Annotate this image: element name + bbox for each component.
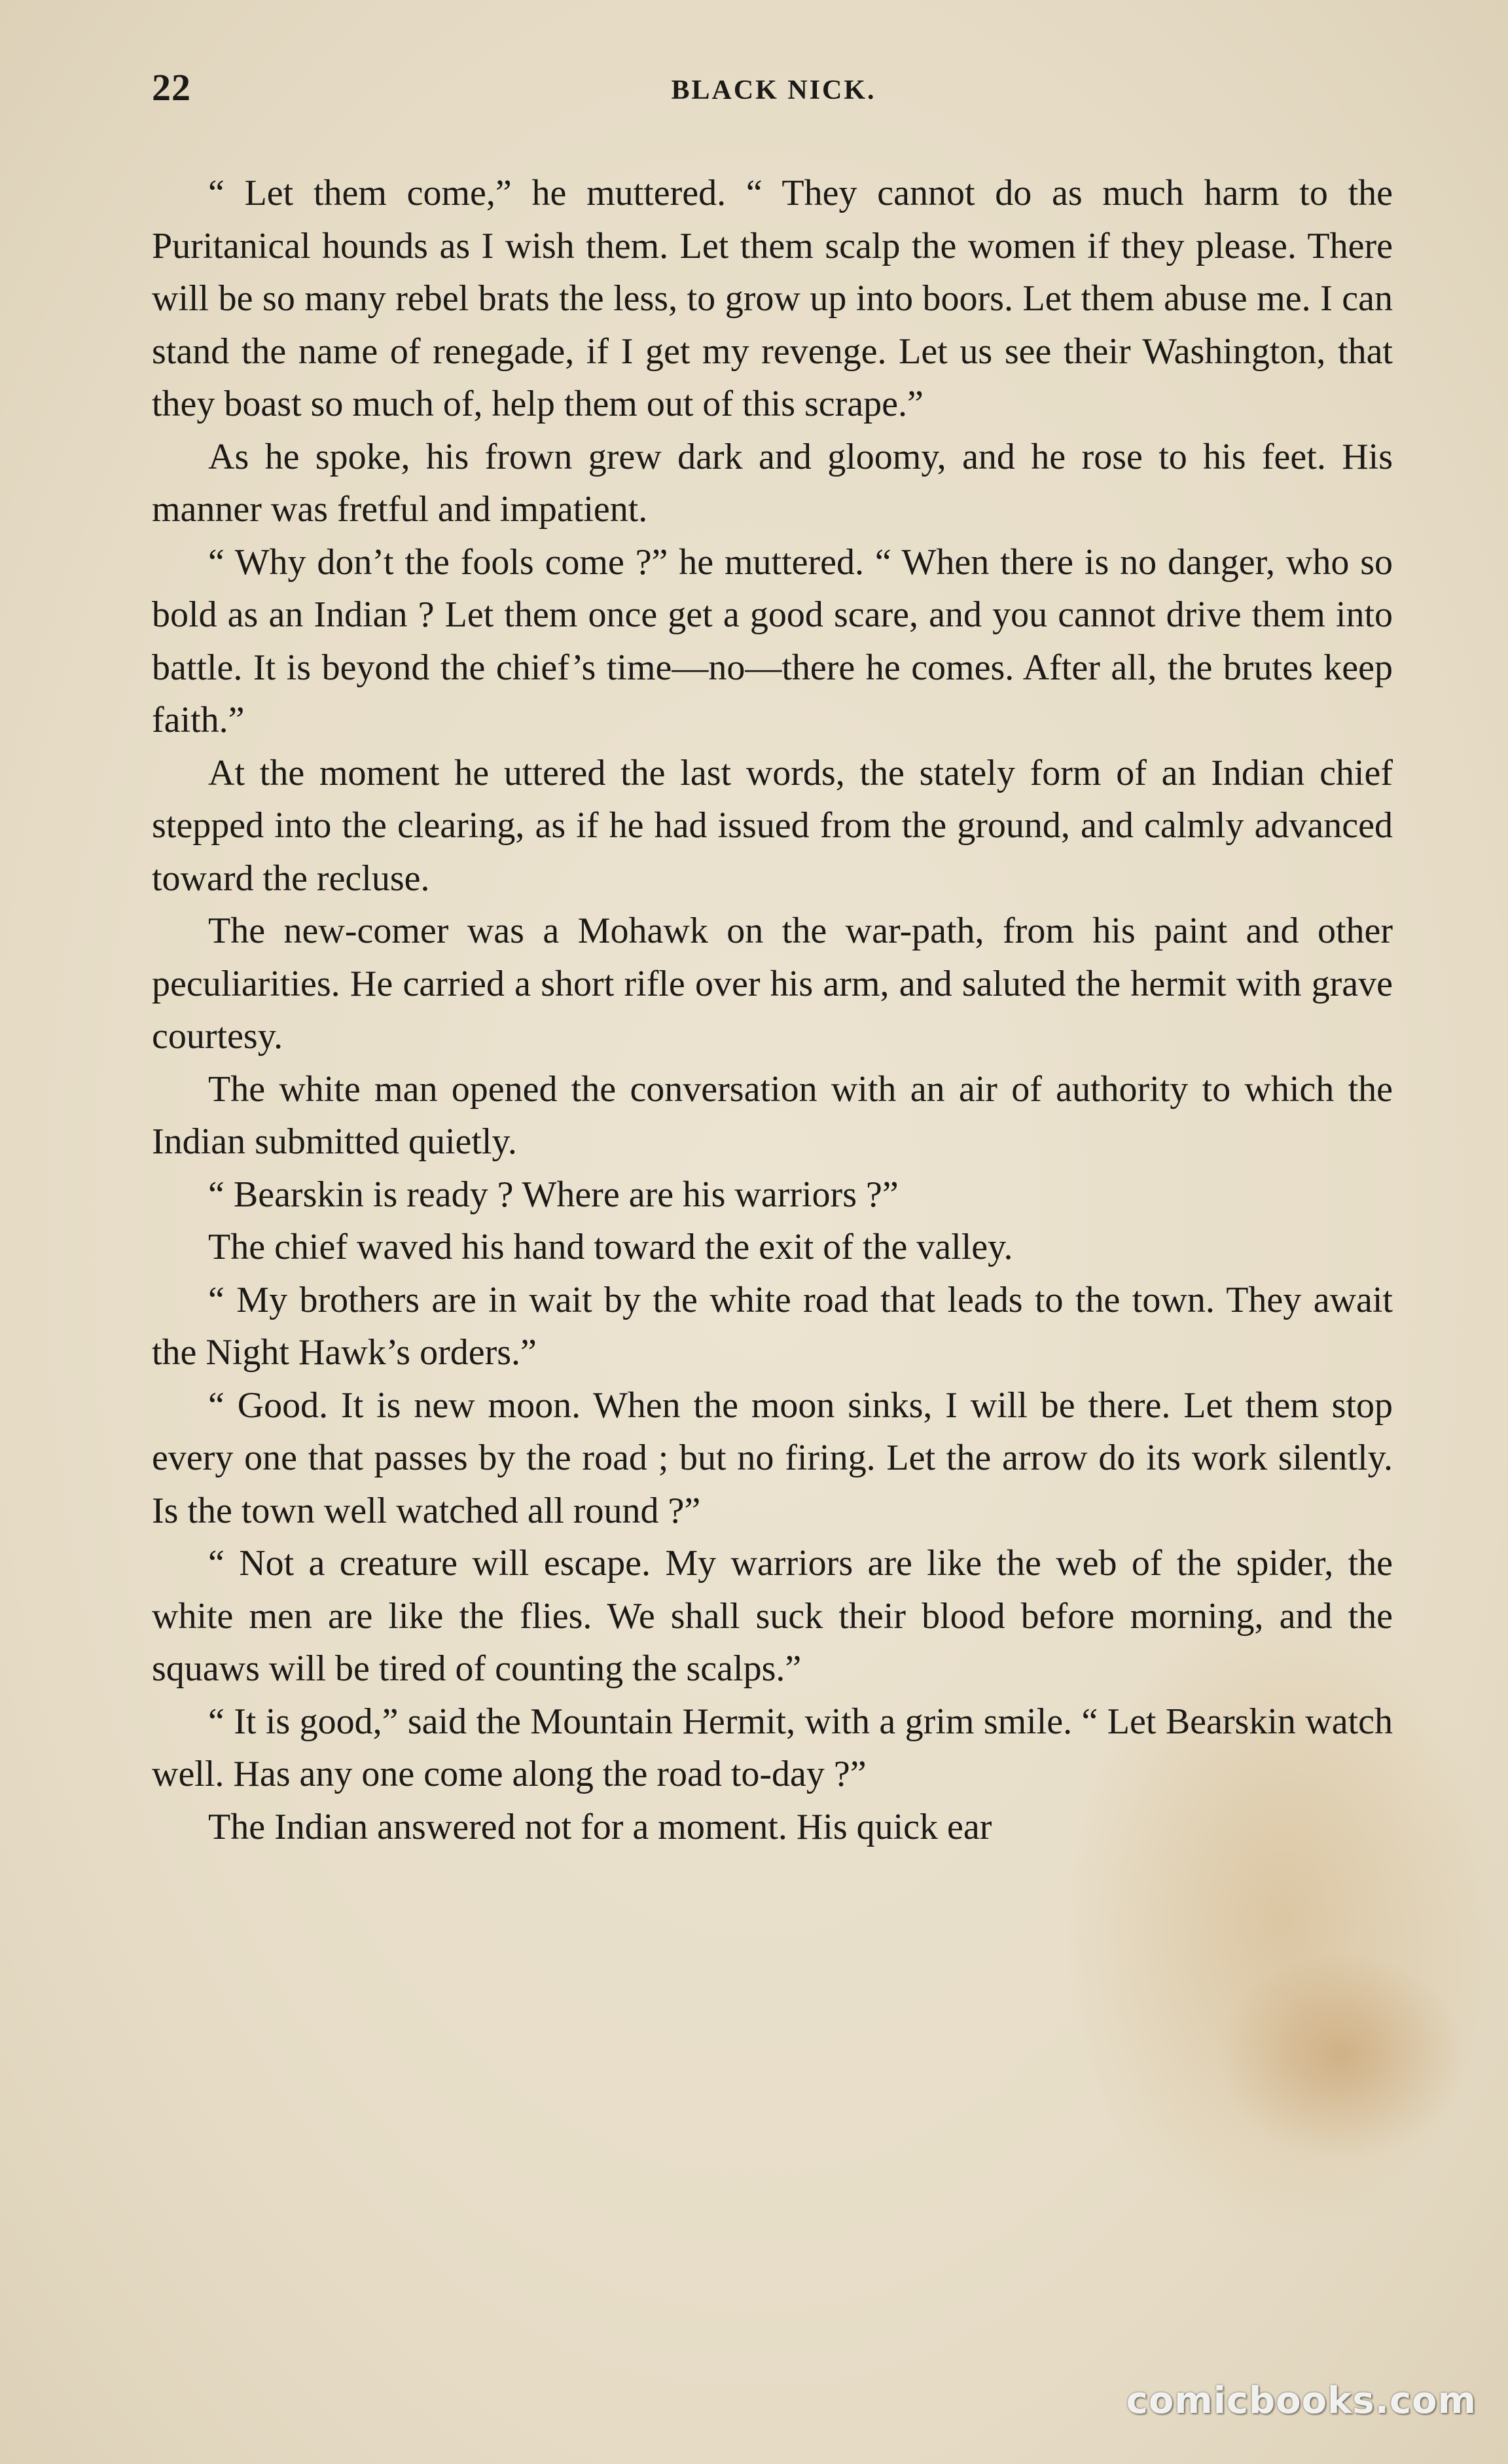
paragraph: The chief waved his hand toward the exit of the valley. <box>208 1227 1013 1267</box>
watermark: comicbooks.com <box>1126 2380 1477 2422</box>
paragraph: As he spoke, his frown grew dark and gloomy, and he rose to his feet. His manner was fretful and impatient. <box>152 436 1393 530</box>
running-head: BLACK NICK. <box>671 75 876 105</box>
body-text <box>152 167 1393 1853</box>
paragraph: “ It is good,” said the Mountain Hermit, with a grim smile. “ Let Bearskin watch well. Has any one come along the road to-day ?” <box>152 1701 1393 1794</box>
paragraph: The new-comer was a Mohawk on the war-path, from his paint and other peculiarities. He carried a short rifle over his arm, and saluted the hermit with grave courtesy. <box>152 911 1393 1057</box>
age-stain <box>1217 1951 1466 2160</box>
paragraph: “ Bearskin is ready ? Where are his warriors ?” <box>208 1174 899 1215</box>
paragraph: “ Good. It is new moon. When the moon sinks, I will be there. Let them stop every one that passes by the road ; but no firing. Let the arrow do its work silently. Is the town well watched all round ?” <box>152 1385 1393 1531</box>
page-number: 22 <box>152 66 191 109</box>
paragraph: “ Let them come,” he muttered. “ They cannot do as much harm to the Puritanical hounds as I wish them. Let them scalp the women if they please. There will be so many rebel brats the less, to grow up into boors. Let them abuse me. I can stand the name of renegade, if I get my revenge. Let us see their Washington, that they boast so much of, help them out of this scrape.” <box>152 173 1393 424</box>
paragraph: “ My brothers are in wait by the white road that leads to the town. They await the Night Hawk’s orders.” <box>152 1279 1393 1373</box>
paragraph: “ Why don’t the fools come ?” he muttered. “ When there is no danger, who so bold as an Indian ? Let them once get a good scare, and you cannot drive them into battle. It is beyond the chief’s time—no—there he comes. After all, the brutes keep faith.” <box>152 541 1393 740</box>
paragraph: At the moment he uttered the last words, the stately form of an Indian chief stepped into the clearing, as if he had issued from the ground, and calmly advanced toward the recluse. <box>152 752 1393 899</box>
paragraph: “ Not a creature will escape. My warriors are like the web of the spider, the white men are like the flies. We shall suck their blood before morning, and the squaws will be tired of counting the scalps.” <box>152 1543 1393 1689</box>
page-header <box>152 65 1395 118</box>
paragraph: The white man opened the conversation with an air of authority to which the Indian submitted quietly. <box>152 1068 1393 1162</box>
paragraph: The Indian answered not for a moment. His quick ear <box>208 1806 992 1847</box>
